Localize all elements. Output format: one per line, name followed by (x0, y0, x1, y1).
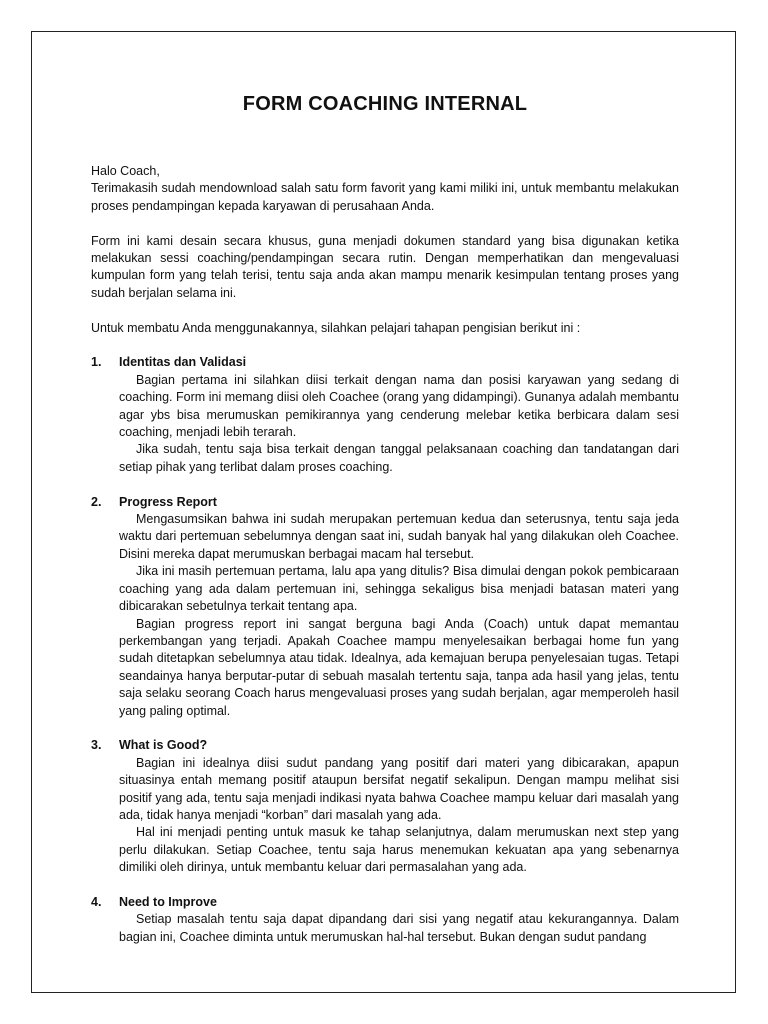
intro-paragraph-3: Untuk membatu Anda menggunakannya, silahkan pelajari tahapan pengisian berikut ini : (91, 320, 581, 335)
section-paragraph: Bagian ini idealnya diisi sudut pandang yang positif dari materi yang dibicarakan, apapun situasinya entah memang positif ataupun bersifat negatif sekalipun. Dengan mampu melihat sisi positif yang ada, tentu saja menjadi indikasi nyata bahwa Coachee mampu keluar dari masalah yang ada, tidak hanya menjadi “korban” dari masalah yang ada. (119, 755, 679, 822)
spacer (91, 302, 679, 319)
section-heading (91, 737, 679, 754)
section-number: 2. (91, 494, 102, 509)
section-body (119, 755, 679, 877)
section-body (119, 372, 679, 476)
section-number: 4. (91, 894, 102, 909)
intro-paragraph-2: Form ini kami desain secara khusus, guna menjadi dokumen standard yang bisa digunakan ketika melakukan sessi coaching/pendampingan secara rutin. Dengan memperhatikan dan mengevaluasi kumpulan form yang telah terisi, tentu saja anda akan mampu menarik kesimpulan tentang proses yang sudah berjalan selama ini. (91, 233, 679, 300)
intro-paragraph-1: Terimakasih sudah mendownload salah satu form favorit yang kami miliki ini, untuk membantu melakukan proses pendampingan kepada karyawan di perusahaan Anda. (91, 181, 679, 213)
section-paragraph: Jika ini masih pertemuan pertama, lalu apa yang ditulis? Bisa dimulai dengan pokok pembicaraan coaching yang ada dalam pertemuan ini, sehingga sekaligus bisa menjadi batasan materi yang dibicarakan sebetulnya terkait tentang apa. (119, 564, 679, 614)
section-heading (91, 354, 679, 371)
section-title: Identitas dan Validasi (119, 355, 247, 370)
section-paragraph: Bagian progress report ini sangat berguna bagi Anda (Coach) untuk dapat memantau perkembangan yang terjadi. Apakah Coachee mampu menyelesaikan berbagai home fun yang sudah ditetapkan sebelumnya atau tidak. Idealnya, ada kemajuan berupa penyelesaian tugas. Tetapi seandainya hanya berputar-putar di sebuah masalah tertentu saja, tanpa ada hasil yang jelas, tentu saja selaku seorang Coach harus mengevaluasi proses yang sudah berjalan, agar memperoleh hasil yang paling optimal. (119, 616, 679, 718)
section-progress-report (91, 494, 679, 720)
spacer (91, 337, 679, 354)
section-paragraph: Hal ini menjadi penting untuk masuk ke tahap selanjutnya, dalam merumuskan next step yang perlu dilakukan. Setiap Coachee, tentu saja harus menemukan kekuatan apa yang sebenarnya dimiliki oleh dirinya, untuk membantu keluar dari permasalahan yang ada. (119, 825, 679, 875)
section-number: 1. (91, 355, 102, 370)
section-heading (91, 894, 679, 911)
section-title: Progress Report (119, 494, 217, 509)
spacer (91, 215, 679, 232)
section-need-to-improve (91, 894, 679, 946)
spacer (91, 476, 679, 493)
document-page (31, 31, 736, 993)
section-identitas (91, 354, 679, 476)
greeting-text: Halo Coach, (91, 164, 160, 178)
section-number: 3. (91, 738, 102, 753)
section-body (119, 911, 679, 946)
section-paragraph: Setiap masalah tentu saja dapat dipandang dari sisi yang negatif atau kekurangannya. Dalam bagian ini, Coachee diminta untuk merumuskan hal-hal tersebut. Bukan dengan sudut pandang (119, 912, 679, 944)
spacer (91, 877, 679, 894)
section-body (119, 511, 679, 720)
document-body (91, 163, 679, 946)
section-paragraph: Mengasumsikan bahwa ini sudah merupakan pertemuan kedua dan seterusnya, tentu saja jeda waktu dari pertemuan sebelumnya dengan saat ini, sudah banyak hal yang dilakukan oleh Coachee. Disini mereka dapat merumuskan berbagai macam hal tersebut. (119, 512, 679, 561)
section-paragraph: Bagian pertama ini silahkan diisi terkait dengan nama dan posisi karyawan yang sedang di coaching. Form ini memang diisi oleh Coachee (orang yang didampingi). Gunanya adalah membantu agar ybs bisa merumuskan pemikirannya yang cenderung melebar ketika berbicara dalam sesi coaching, menjadi lebih terarah. (119, 372, 679, 440)
section-title: What is Good? (119, 738, 208, 753)
section-heading (91, 494, 679, 511)
spacer (91, 720, 679, 737)
section-what-is-good (91, 737, 679, 876)
section-title: Need to Improve (119, 894, 217, 909)
section-paragraph: Jika sudah, tentu saja bisa terkait dengan tanggal pelaksanaan coaching dan tandatangan dari setiap pihak yang terlibat dalam proses coaching. (119, 442, 679, 474)
page-title: FORM COACHING INTERNAL (242, 93, 528, 115)
